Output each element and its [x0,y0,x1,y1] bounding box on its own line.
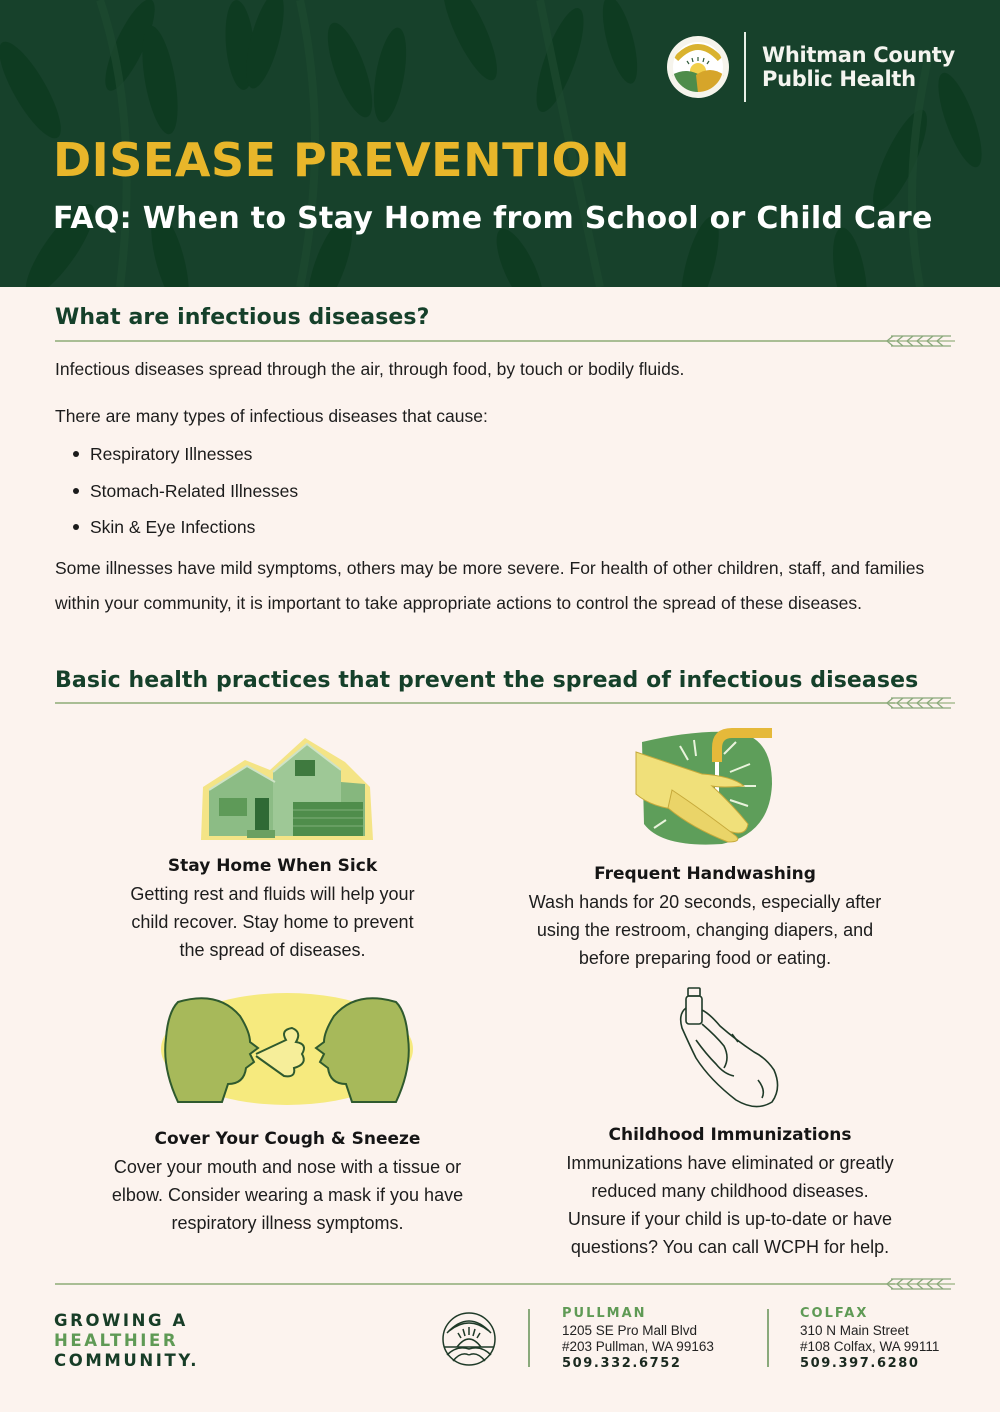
practice-line: Unsure if your child is up-to-date or have [567,1209,893,1229]
office-phone[interactable]: 509.332.6752 [562,1355,682,1371]
practice-line: the spread of diseases. [179,940,366,960]
office-pullman [562,1306,714,1372]
footer-slogan [54,1311,199,1371]
cough-sneeze-icon [161,993,413,1105]
practice-title: Stay Home When Sick [167,856,378,876]
footer-logo-icon [441,1311,497,1367]
list-item: Skin & Eye Infections [70,509,298,546]
footer-divider-vertical [767,1309,769,1367]
wheat-stalk-icon [883,334,955,348]
office-address: 310 N Main Street [800,1322,909,1338]
practice-immunizations [520,1121,940,1261]
intro-paragraph: Infectious diseases spread through the air, through food, by touch or bodily fluids. [55,359,685,379]
office-phone[interactable]: 509.397.6280 [800,1355,920,1371]
office-address: 1205 SE Pro Mall Blvd [562,1322,698,1338]
org-name-line2: Public Health [762,67,916,91]
org-logo-block [666,32,955,102]
office-address: #203 Pullman, WA 99163 [562,1339,714,1354]
page-subtitle: FAQ: When to Stay Home from School or Child Care [53,201,933,236]
wheat-sun-fields-logo-icon [666,35,730,99]
logo-divider [744,32,746,102]
wheat-stalk-icon [883,696,955,710]
practice-cover-cough [75,1125,500,1237]
practice-title: Frequent Handwashing [594,864,816,884]
footer-divider [55,1277,955,1291]
practice-line: Cover your mouth and nose with a tissue or [113,1157,462,1177]
header-banner [0,0,1000,287]
slogan-line: GROWING A [54,1311,188,1330]
practice-line: questions? You can call WCPH for help. [570,1237,890,1257]
practice-title: Cover Your Cough & Sneeze [154,1129,421,1149]
handwashing-icon [632,724,778,850]
practice-title: Childhood Immunizations [608,1125,852,1145]
section-divider [55,696,955,710]
office-city: PULLMAN [562,1306,647,1321]
section-heading-practices: Basic health practices that prevent the spread of infectious diseases [55,668,919,693]
office-colfax [800,1306,939,1372]
practice-line: child recover. Stay home to prevent [131,912,414,932]
slogan-line: COMMUNITY. [54,1351,200,1370]
list-item: Respiratory Illnesses [70,436,298,473]
section-heading-infectious: What are infectious diseases? [55,305,430,330]
practice-line: before preparing food or eating. [578,948,832,968]
closing-paragraph: Some illnesses have mild symptoms, others may be more severe. For health of other children, staff, and families within your community, it is important to take appropriate actions to control the spread of these diseases. [55,558,925,613]
page-title: DISEASE PREVENTION [53,133,631,187]
practice-line: Immunizations have eliminated or greatly [566,1153,894,1173]
house-icon [195,732,380,842]
practice-line: elbow. Consider wearing a mask if you have [111,1185,464,1205]
practice-line: Getting rest and fluids will help your [130,884,415,904]
footer-divider-vertical [528,1309,530,1367]
org-name-line1: Whitman County [762,43,955,67]
vaccine-vial-hand-icon [676,984,784,1112]
practice-line: reduced many childhood diseases. [591,1181,869,1201]
practice-line: respiratory illness symptoms. [171,1213,404,1233]
office-address: #108 Colfax, WA 99111 [800,1339,940,1354]
org-name [762,43,955,91]
list-intro: There are many types of infectious diseases that cause: [55,406,488,426]
practice-stay-home [90,852,455,964]
list-item: Stomach-Related Illnesses [70,473,298,510]
section-divider [55,334,955,348]
practice-handwashing [495,860,915,972]
wheat-stalk-icon [883,1277,955,1291]
practice-line: Wash hands for 20 seconds, especially after [528,892,882,912]
practice-line: using the restroom, changing diapers, and [536,920,874,940]
slogan-line: HEALTHIER [54,1331,179,1350]
office-city: COLFAX [800,1306,869,1321]
illness-types-list [70,436,298,546]
